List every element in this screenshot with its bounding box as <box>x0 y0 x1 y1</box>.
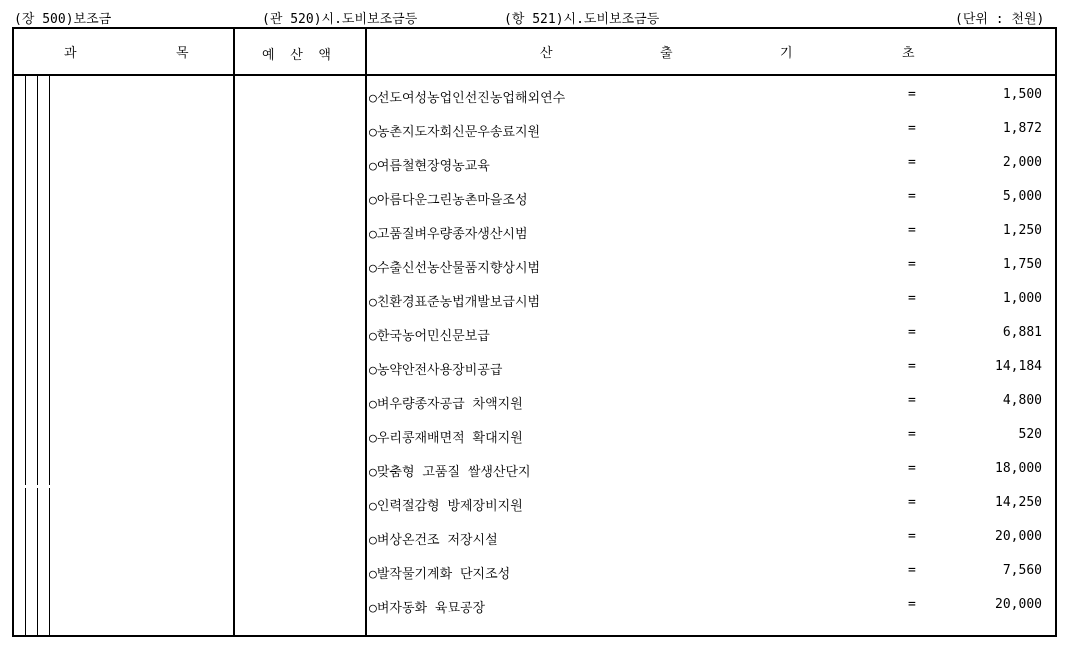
row-label: ○농약안전사용장비공급 <box>369 363 503 378</box>
row-amount: 5,000 <box>1002 189 1042 204</box>
hang-label: (항 521)시.도비보조금등 <box>504 12 660 27</box>
row-equals: = <box>908 291 916 306</box>
row-amount: 2,000 <box>1002 155 1042 170</box>
page-break-gap <box>14 485 232 488</box>
gwamok-subline-1 <box>25 76 26 637</box>
row-label: ○수출신선농산물품지향상시범 <box>369 261 541 276</box>
header-gwamok-2: 목 <box>176 46 189 61</box>
row-equals: = <box>908 155 916 170</box>
row-amount: 1,000 <box>1002 291 1042 306</box>
row-label: ○맞춤형 고품질 쌀생산단지 <box>369 465 531 480</box>
row-equals: = <box>908 529 916 544</box>
row-amount: 4,800 <box>1002 393 1042 408</box>
row-equals: = <box>908 325 916 340</box>
header-budget: 예 산 액 <box>262 48 331 63</box>
jang-label: (장 500)보조금 <box>14 12 112 27</box>
col-divider-budget <box>233 27 235 637</box>
row-amount: 20,000 <box>995 529 1042 544</box>
row-label: ○인력절감형 방제장비지원 <box>369 499 523 514</box>
gwan-label: (관 520)시.도비보조금등 <box>262 12 418 27</box>
row-label: ○발작물기계화 단지조성 <box>369 567 511 582</box>
row-label: ○농촌지도자회신문우송료지원 <box>369 125 541 140</box>
row-amount: 20,000 <box>995 597 1042 612</box>
header-basis-3: 기 <box>780 46 793 61</box>
row-amount: 14,250 <box>995 495 1042 510</box>
row-amount: 14,184 <box>995 359 1042 374</box>
row-equals: = <box>908 359 916 374</box>
row-equals: = <box>908 563 916 578</box>
header-basis-4: 초 <box>902 46 915 61</box>
row-equals: = <box>908 495 916 510</box>
row-amount: 1,750 <box>1002 257 1042 272</box>
row-equals: = <box>908 87 916 102</box>
header-basis-1: 산 <box>540 46 553 61</box>
row-amount: 520 <box>1018 427 1042 442</box>
row-label: ○친환경표준농법개발보급시범 <box>369 295 541 310</box>
row-equals: = <box>908 121 916 136</box>
row-equals: = <box>908 223 916 238</box>
row-label: ○벼자동화 육묘공장 <box>369 601 486 616</box>
gwamok-subline-2 <box>37 76 38 637</box>
col-divider-basis <box>365 27 367 637</box>
row-label: ○벼우량종자공급 차액지원 <box>369 397 523 412</box>
row-equals: = <box>908 393 916 408</box>
row-amount: 1,872 <box>1002 121 1042 136</box>
row-amount: 1,250 <box>1002 223 1042 238</box>
row-equals: = <box>908 427 916 442</box>
row-equals: = <box>908 257 916 272</box>
unit-label: (단위 : 천원) <box>955 12 1045 27</box>
row-label: ○우리콩재배면적 확대지원 <box>369 431 523 446</box>
row-equals: = <box>908 597 916 612</box>
gwamok-subline-3 <box>49 76 50 637</box>
header-basis-2: 출 <box>660 46 673 61</box>
row-amount: 18,000 <box>995 461 1042 476</box>
row-equals: = <box>908 189 916 204</box>
row-label: ○여름철현장영농교육 <box>369 159 490 174</box>
row-label: ○벼상온건조 저장시설 <box>369 533 498 548</box>
header-gwamok-1: 과 <box>64 46 77 61</box>
row-label: ○고품질벼우량종자생산시범 <box>369 227 528 242</box>
budget-table <box>12 27 1057 637</box>
row-label: ○아름다운그린농촌마을조성 <box>369 193 528 208</box>
row-label: ○선도여성농업인선진농업해외연수 <box>369 91 566 106</box>
row-amount: 6,881 <box>1002 325 1042 340</box>
row-amount: 7,560 <box>1002 563 1042 578</box>
row-amount: 1,500 <box>1002 87 1042 102</box>
table-header-row <box>12 27 1057 76</box>
row-label: ○한국농어민신문보급 <box>369 329 490 344</box>
row-equals: = <box>908 461 916 476</box>
